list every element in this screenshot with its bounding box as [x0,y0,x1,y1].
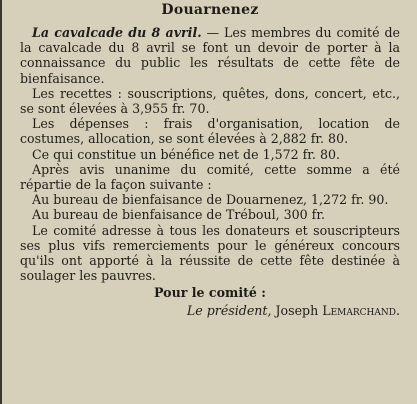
signature-first-name: Joseph [275,302,319,318]
signature-role: Le président, [186,302,272,318]
paragraph-8 [20,223,400,284]
paragraph-text: Les dépenses : frais d'organisation, location de costumes, allocation, se sont élevées à 2,882 fr. 80. [20,116,400,147]
paragraph-text: Au bureau de bienfaisance de Douarnenez, 1,272 fr. 90. [32,192,389,208]
paragraph-text: Le comité adresse à tous les donateurs et souscripteurs ses plus vifs remerciements pour le généreux concours qu'ils ont apporté à la réussite de cette fête destinée à soulager les pauvres. [20,222,400,284]
paragraph-text: Ce qui constitue un bénéfice net de 1,572 fr. 80. [32,146,340,162]
paragraph-6 [20,192,400,207]
article-title: Douarnenez [161,2,259,18]
column-rule [0,0,2,404]
paragraph-4 [20,147,400,162]
paragraph-2 [20,86,400,116]
article [20,0,400,318]
paragraph-7 [20,207,400,222]
paragraph-1 [20,25,400,86]
paragraph-text: Après avis unanime du comité, cette somme a été répartie de la façon suivante : [20,161,400,193]
paragraph-text: Les recettes : souscriptions, quêtes, dons, concert, etc., se sont élevées à 3,955 fr. 70. [20,85,400,117]
signature-last-name: Lemarchand. [322,302,400,318]
signature [20,303,400,318]
signoff: Pour le comité : [154,285,266,301]
paragraph-lead: La cavalcade du 8 avril. [32,25,202,40]
paragraph-text: Au bureau de bienfaisance de Tréboul, 300 fr. [32,207,325,223]
paragraph-5 [20,162,400,192]
paragraph-3 [20,116,400,146]
paragraph-text: — Les membres du comité de la cavalcade du 8 avril se font un devoir de porter à la connaissance du public les résultats de cette fête de bienfaisance. [20,25,400,86]
